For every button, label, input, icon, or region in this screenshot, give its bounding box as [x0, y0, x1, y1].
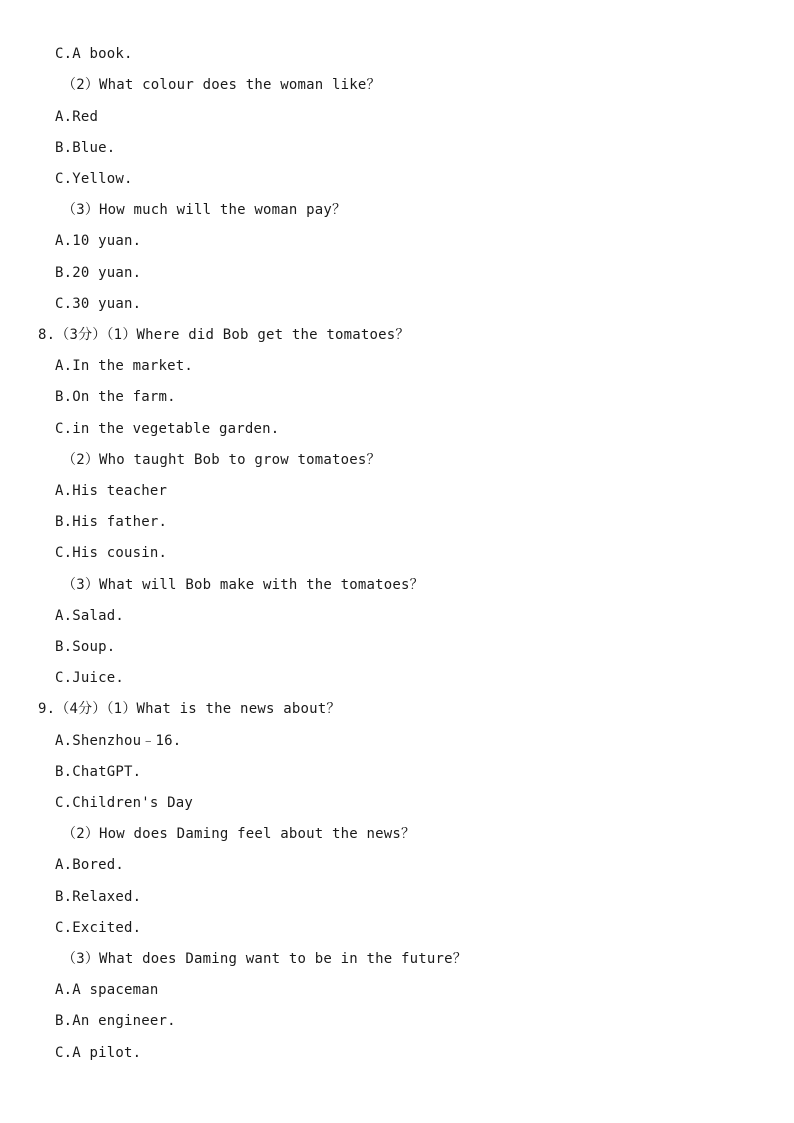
option-line: C.His cousin.: [55, 545, 168, 561]
option-line: B.Blue.: [55, 140, 116, 156]
option-line: B.On the farm.: [55, 389, 176, 405]
subquestion-line: （2）How does Daming feel about the news？: [62, 826, 416, 842]
option-line: A.Bored.: [55, 857, 125, 873]
option-line: A.Salad.: [55, 608, 125, 624]
subquestion-line: （3）What will Bob make with the tomatoes？: [62, 577, 424, 593]
option-line: C.Children's Day: [55, 795, 194, 811]
option-line: B.His father.: [55, 514, 168, 530]
subquestion-line: （2）What colour does the woman like？: [62, 77, 381, 93]
option-line: A.Shenzhou﹣16.: [55, 733, 182, 749]
question-line: 9.（4分）（1）What is the news about？: [38, 701, 341, 717]
option-line: C.A pilot.: [55, 1045, 142, 1061]
option-line: C.Excited.: [55, 920, 142, 936]
option-line: A.His teacher: [55, 483, 168, 499]
option-line: A.10 yuan.: [55, 233, 142, 249]
option-line: A.In the market.: [55, 358, 194, 374]
option-line: B.Relaxed.: [55, 889, 142, 905]
option-line: C.30 yuan.: [55, 296, 142, 312]
option-line: B.20 yuan.: [55, 265, 142, 281]
option-line: B.ChatGPT.: [55, 764, 142, 780]
option-line: C.Yellow.: [55, 171, 133, 187]
subquestion-line: （3）What does Daming want to be in the future？: [62, 951, 468, 967]
option-line: B.An engineer.: [55, 1013, 176, 1029]
option-line: C.in the vegetable garden.: [55, 421, 280, 437]
option-line: C.Juice.: [55, 670, 125, 686]
option-line: A.Red: [55, 109, 99, 125]
subquestion-line: （2）Who taught Bob to grow tomatoes？: [62, 452, 381, 468]
subquestion-line: （3）How much will the woman pay？: [62, 202, 347, 218]
option-line: B.Soup.: [55, 639, 116, 655]
option-line: C.A book.: [55, 46, 133, 62]
option-line: A.A spaceman: [55, 982, 159, 998]
question-line: 8.（3分）（1）Where did Bob get the tomatoes？: [38, 327, 410, 343]
